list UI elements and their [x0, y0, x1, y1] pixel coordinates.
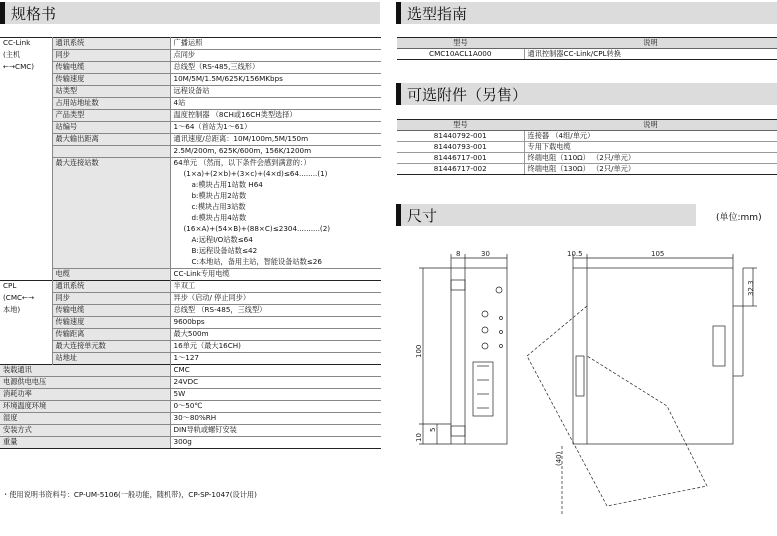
- maxconn-line: (1×a)+(2×b)+(3×c)+(4×d)≤64........(1): [183, 169, 328, 178]
- column-header: 说明: [524, 120, 777, 131]
- spec-title: 规格书: [11, 4, 57, 23]
- spec-item-value: 10M/5M/1.5M/625K/156MKbps: [170, 74, 381, 86]
- spec-item-label: [52, 146, 170, 158]
- maxconn-line: c:模块占用3站数: [191, 202, 246, 211]
- spec-item-value: CMC: [170, 365, 381, 377]
- spec-group-label: [0, 98, 52, 110]
- spec-row: [0, 50, 381, 62]
- selection-header: [396, 2, 777, 24]
- spec-row: [0, 110, 381, 122]
- spec-row: [0, 134, 381, 146]
- dims-header: [396, 204, 696, 226]
- spec-group-label: [0, 122, 52, 134]
- spec-row: [0, 437, 381, 449]
- spec-note: ・使用说明书资料号：CP-UM-5106(一般功能，随机带)，CP-SP-1047(设计用): [2, 490, 257, 499]
- table-header-row: [397, 38, 777, 49]
- spec-item-value: 4站: [170, 98, 381, 110]
- spec-item-label: 环境温度环境: [0, 401, 170, 413]
- column-header: 说明: [524, 38, 777, 49]
- dim-10: 10: [415, 433, 423, 442]
- model-number: CMC10ACL1A000: [397, 49, 524, 60]
- description: 连接器 （4组/单元）: [524, 131, 777, 142]
- spec-group-label: [0, 269, 52, 281]
- maxconn-line: (16×A)+(54×B)+(88×C)≤2304..........(2): [183, 224, 331, 233]
- spec-item-label: 湿度: [0, 413, 170, 425]
- spec-item-value: 0～50℃: [170, 401, 381, 413]
- spec-item-value: CC-Link专用电缆: [170, 269, 381, 281]
- table-row: [397, 49, 777, 60]
- dimension-labels: [415, 250, 755, 466]
- options-header: [396, 83, 777, 105]
- spec-item-label: 通讯系统: [52, 38, 170, 50]
- spec-item-label: 站类型: [52, 86, 170, 98]
- spec-row: [0, 158, 381, 269]
- dims-title: 尺寸: [407, 206, 438, 225]
- table-row: [397, 131, 777, 142]
- spec-item-label: 安装方式: [0, 425, 170, 437]
- maxconn-line: b:模块占用2站数: [191, 191, 247, 200]
- spec-group-label: (CMC←→: [0, 293, 52, 305]
- spec-group-label: [0, 353, 52, 365]
- spec-item-value: 30～80%RH: [170, 413, 381, 425]
- maxconn-line: a:模块占用1站数 H64: [191, 180, 263, 189]
- spec-row: [0, 329, 381, 341]
- spec-group-label: [0, 74, 52, 86]
- spec-item-value: 9600bps: [170, 317, 381, 329]
- spec-item-label: 同步: [52, 293, 170, 305]
- description: 通讯控制器CC-Link/CPL转换: [524, 49, 777, 60]
- dim-100: 100: [415, 344, 423, 358]
- spec-item-value: 1～64（首站为1～61）: [170, 122, 381, 134]
- table-row: [397, 164, 777, 175]
- spec-item-value: 点同步: [170, 50, 381, 62]
- spec-row: [0, 74, 381, 86]
- spec-group-label: [0, 86, 52, 98]
- spec-item-label: 重量: [0, 437, 170, 449]
- spec-item-label: 通讯系统: [52, 281, 170, 293]
- spec-item-label: 传输距离: [52, 329, 170, 341]
- table-row: [397, 153, 777, 164]
- spec-item-value: 5W: [170, 389, 381, 401]
- spec-item-value: DIN导轨或螺钉安装: [170, 425, 381, 437]
- spec-item-label: 最大连接单元数: [52, 341, 170, 353]
- maxconn-line: A:远程I/O站数≤64: [191, 235, 253, 244]
- spec-item-label: 占用站地址数: [52, 98, 170, 110]
- spec-group-label: CC-Link: [0, 38, 52, 50]
- spec-row: [0, 269, 381, 281]
- selection-title: 选型指南: [407, 4, 468, 23]
- spec-item-value: 异步（启动/ 停止同步）: [170, 293, 381, 305]
- spec-row: [0, 122, 381, 134]
- spec-row: [0, 353, 381, 365]
- spec-row: [0, 38, 381, 50]
- spec-row: [0, 425, 381, 437]
- dim-10-5: 10.5: [567, 250, 583, 258]
- maxconn-line: 64单元 （然而，以下条件会感到满意的：）: [173, 158, 311, 167]
- table-row: [397, 142, 777, 153]
- column-header: 型号: [397, 38, 524, 49]
- spec-group-label: [0, 134, 52, 146]
- spec-item-label: 站编号: [52, 122, 170, 134]
- spec-item-label: 传输电缆: [52, 305, 170, 317]
- spec-item-label: 最大连接站数: [52, 158, 170, 269]
- spec-group-label: [0, 341, 52, 353]
- dim-40: (40): [555, 451, 563, 466]
- header-bar: [396, 204, 401, 226]
- dim-105: 105: [651, 250, 665, 258]
- spec-item-value: 最大500m: [170, 329, 381, 341]
- description: 终端电阻（130Ω） （2只/单元）: [524, 164, 777, 175]
- table-header-row: [397, 120, 777, 131]
- spec-item-value: 1～127: [170, 353, 381, 365]
- dim-30: 30: [481, 250, 490, 258]
- options-title: 可选附件（另售）: [407, 85, 528, 104]
- maxconn-line: B:远程设备站数≤42: [191, 246, 258, 255]
- dim-5: 5: [429, 427, 437, 432]
- spec-item-value: 16单元（最大16CH): [170, 341, 381, 353]
- spec-item-label: 消耗功率: [0, 389, 170, 401]
- spec-group-label: [0, 329, 52, 341]
- spec-item-label: 站地址: [52, 353, 170, 365]
- spec-row: [0, 86, 381, 98]
- spec-item-value: 总线型（RS-485,三线形）: [170, 62, 381, 74]
- dimension-drawing: [407, 246, 777, 536]
- maxconn-line: C:本地站，备用主站，智能设备站数≤26: [191, 257, 322, 266]
- spec-item-value: 2.5M/200m, 625K/600m, 156K/1200m: [170, 146, 381, 158]
- spec-group-label: [0, 146, 52, 158]
- description: 专用下载电缆: [524, 142, 777, 153]
- dim-8: 8: [456, 250, 461, 258]
- options-table: [397, 119, 777, 175]
- spec-row: [0, 281, 381, 293]
- spec-group-label: 本地): [0, 305, 52, 317]
- spec-item-value: 总线型 （RS-485，三线型）: [170, 305, 381, 317]
- spec-row: [0, 62, 381, 74]
- spec-item-label: 传输速度: [52, 317, 170, 329]
- spec-item-label: 装载通讯: [0, 365, 170, 377]
- spec-group-label: (主机: [0, 50, 52, 62]
- spec-group-label: [0, 317, 52, 329]
- spec-item-value: 半双工: [170, 281, 381, 293]
- spec-item-label: 传输电缆: [52, 62, 170, 74]
- header-bar: [396, 83, 401, 105]
- spec-item-value: [170, 158, 381, 269]
- spec-row: [0, 98, 381, 110]
- spec-item-value: 300g: [170, 437, 381, 449]
- spec-table: [0, 37, 381, 449]
- header-bar: [0, 2, 5, 24]
- spec-item-label: 产品类型: [52, 110, 170, 122]
- spec-item-value: 远程设备站: [170, 86, 381, 98]
- spec-row: [0, 341, 381, 353]
- spec-item-value: 温度控制器 （8CH或16CH类型选择）: [170, 110, 381, 122]
- model-number: 81446717-002: [397, 164, 524, 175]
- spec-row: [0, 305, 381, 317]
- spec-row: [0, 401, 381, 413]
- model-number: 81446717-001: [397, 153, 524, 164]
- spec-group-label: ←→CMC): [0, 62, 52, 74]
- spec-item-value: 通讯速度/总距离：10M/100m,5M/150m: [170, 134, 381, 146]
- spec-item-label: 电源供电电压: [0, 377, 170, 389]
- maxconn-line: d:模块占用4站数: [191, 213, 247, 222]
- spec-group-label: [0, 110, 52, 122]
- spec-row: [0, 377, 381, 389]
- model-number: 81440792-001: [397, 131, 524, 142]
- spec-item-value: 广播运照: [170, 38, 381, 50]
- spec-row: [0, 317, 381, 329]
- spec-row: [0, 413, 381, 425]
- front-view-body: [451, 268, 507, 444]
- spec-group-label: CPL: [0, 281, 52, 293]
- spec-item-label: 传输速度: [52, 74, 170, 86]
- dims-unit: (单位:mm): [716, 213, 762, 223]
- header-bar: [396, 2, 401, 24]
- spec-item-label: 同步: [52, 50, 170, 62]
- spec-row: [0, 146, 381, 158]
- spec-item-label: 最大输出距离: [52, 134, 170, 146]
- column-header: 型号: [397, 120, 524, 131]
- spec-group-label: [0, 158, 52, 269]
- spec-row: [0, 293, 381, 305]
- selection-table: [397, 37, 777, 60]
- spec-header: [0, 2, 380, 24]
- side-view-body: [573, 268, 733, 444]
- model-number: 81440793-001: [397, 142, 524, 153]
- spec-item-label: 电缆: [52, 269, 170, 281]
- spec-row: [0, 389, 381, 401]
- dim-32-3: 32.3: [747, 280, 755, 296]
- spec-row: [0, 365, 381, 377]
- spec-item-value: 24VDC: [170, 377, 381, 389]
- description: 终端电阻（110Ω） （2只/单元）: [524, 153, 777, 164]
